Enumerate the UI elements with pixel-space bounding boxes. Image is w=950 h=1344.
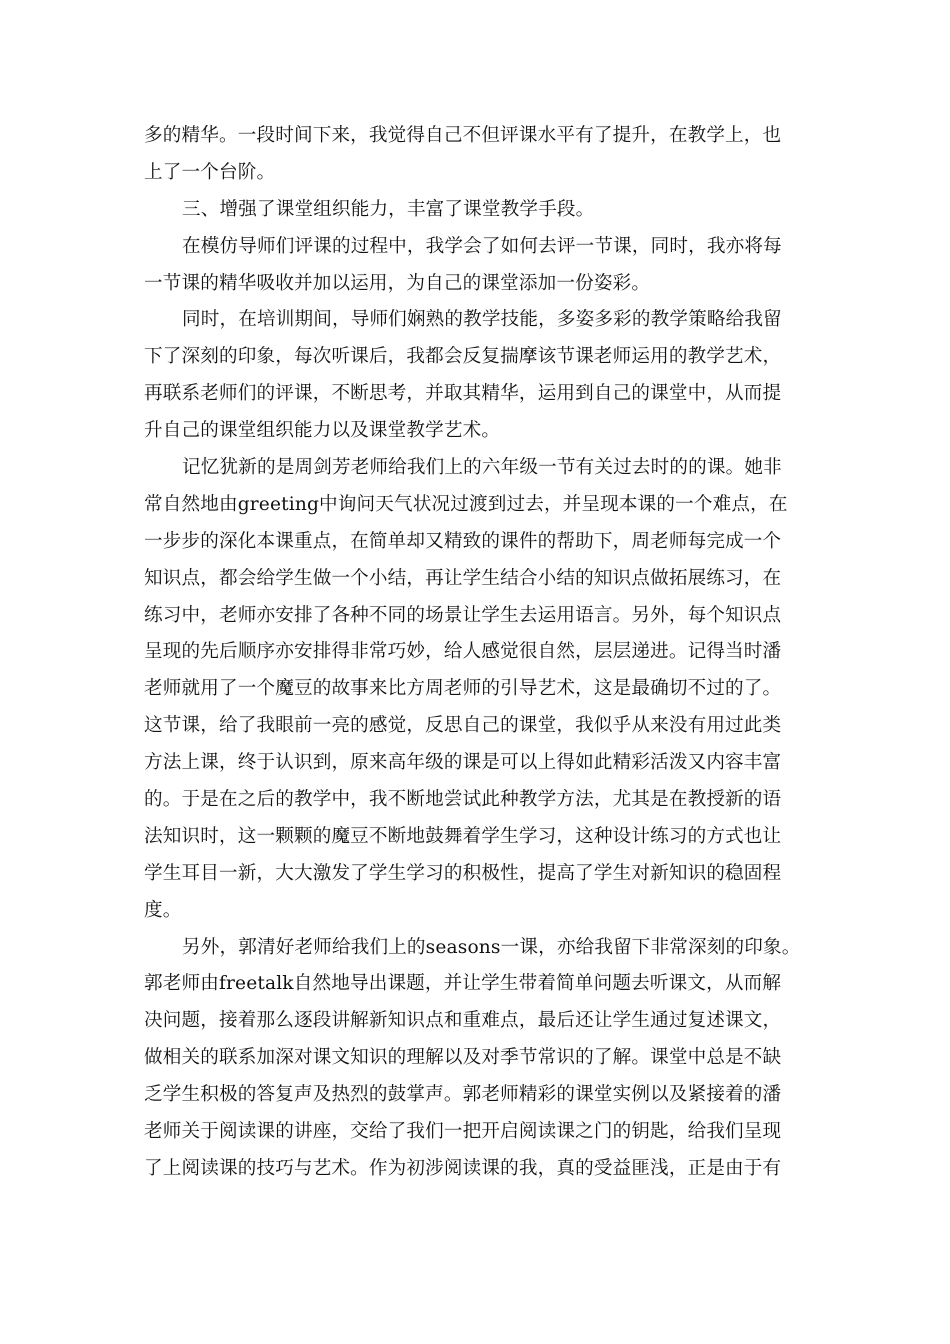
text-line: 一步步的深化本课重点，在简单却又精致的课件的帮助下，周老师每完成一个 (144, 530, 782, 552)
text-line: 另外，郭清好老师给我们上的seasons一课，亦给我留下非常深刻的印象。 (182, 936, 801, 958)
text-line: 学生耳目一新，大大激发了学生学习的积极性，提高了学生对新知识的稳固程 (144, 862, 782, 884)
text-line: 下了深刻的印象，每次听课后，我都会反复揣摩该节课老师运用的教学艺术， (144, 346, 782, 368)
text-line: 老师就用了一个魔豆的故事来比方周老师的引导艺术，这是最确切不过的了。 (144, 678, 782, 700)
text-line: 度。 (144, 899, 182, 921)
text-line: 法知识时，这一颗颗的魔豆不断地鼓舞着学生学习，这种设计练习的方式也让 (144, 825, 782, 847)
text-line: 三、增强了课堂组织能力，丰富了课堂教学手段。 (182, 198, 595, 220)
text-line: 知识点，都会给学生做一个小结，再让学生结合小结的知识点做拓展练习，在 (144, 567, 782, 589)
text-line: 郭老师由freetalk自然地导出课题，并让学生带着简单问题去听课文，从而解 (144, 973, 782, 995)
text-line: 乏学生积极的答复声及热烈的鼓掌声。郭老师精彩的课堂实例以及紧接着的潘 (144, 1084, 782, 1106)
text-line: 升自己的课堂组织能力以及课堂教学艺术。 (144, 420, 501, 442)
text-line: 再联系老师们的评课，不断思考，并取其精华，运用到自己的课堂中，从而提 (144, 383, 782, 405)
text-line: 一节课的精华吸收并加以运用，为自己的课堂添加一份姿彩。 (144, 272, 651, 294)
text-line: 呈现的先后顺序亦安排得非常巧妙，给人感觉很自然，层层递进。记得当时潘 (144, 641, 782, 663)
text-line: 常自然地由greeting中询问天气状况过渡到过去，并呈现本课的一个难点，在 (144, 493, 788, 515)
text-line: 在模仿导师们评课的过程中，我学会了如何去评一节课，同时，我亦将每 (182, 235, 782, 257)
text-line: 同时，在培训期间，导师们娴熟的教学技能，多姿多彩的教学策略给我留 (182, 309, 782, 331)
text-line: 多的精华。一段时间下来，我觉得自己不但评课水平有了提升，在教学上，也 (144, 125, 782, 146)
text-line: 上了一个台阶。 (144, 161, 276, 183)
text-line: 练习中，老师亦安排了各种不同的场景让学生去运用语言。另外，每个知识点 (144, 604, 782, 626)
text-line: 这节课，给了我眼前一亮的感觉，反思自己的课堂，我似乎从来没有用过此类 (144, 715, 782, 737)
text-line: 老师关于阅读课的讲座，交给了我们一把开启阅读课之门的钥匙，给我们呈现 (144, 1121, 782, 1143)
text-line: 决问题，接着那么逐段讲解新知识点和重难点，最后还让学生通过复述课文， (144, 1010, 782, 1032)
text-line: 了上阅读课的技巧与艺术。作为初涉阅读课的我，真的受益匪浅，正是由于有 (144, 1157, 782, 1179)
body-text (144, 118, 806, 1188)
text-line: 的。于是在之后的教学中，我不断地尝试此种教学方法，尤其是在教授新的语 (144, 789, 782, 811)
text-line: 方法上课，终于认识到，原来高年级的课是可以上得如此精彩活泼又内容丰富 (144, 752, 782, 774)
text-line: 做相关的联系加深对课文知识的理解以及对季节常识的了解。课堂中总是不缺 (144, 1047, 782, 1069)
text-line: 记忆犹新的是周剑芳老师给我们上的六年级一节有关过去时的的课。她非 (182, 457, 782, 479)
